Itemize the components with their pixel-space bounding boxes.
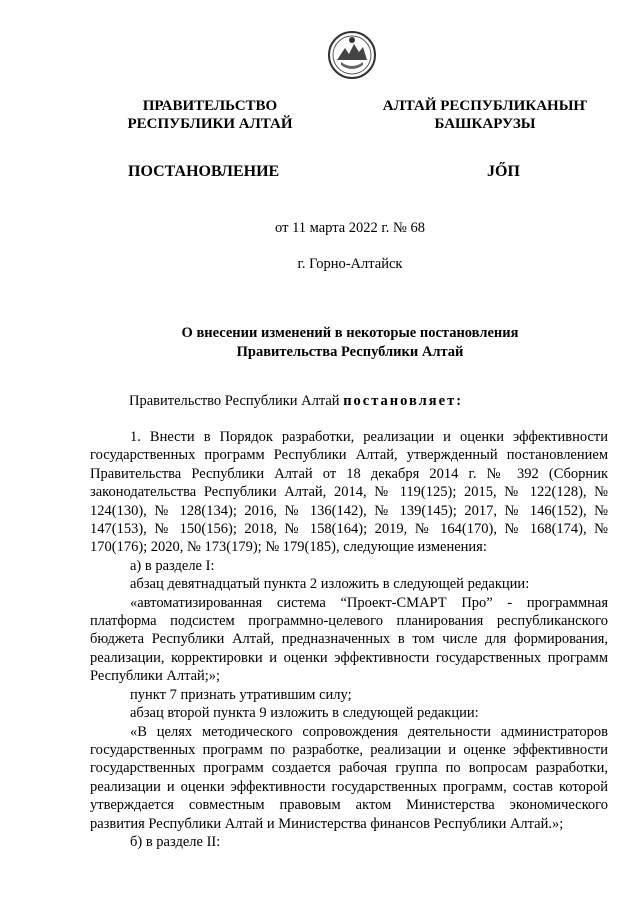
header-left-line2: РЕСПУБЛИКИ АЛТАЙ: [127, 116, 293, 132]
paragraph: абзац второй пункта 9 изложить в следующей редакции:: [130, 705, 479, 722]
header-right-line1: АЛТАЙ РЕСПУБЛИКАНЫҤ: [382, 98, 588, 114]
doc-type-right: JŐП: [487, 163, 520, 180]
paragraph: а) в разделе I:: [130, 557, 215, 574]
paragraph: «автоматизированная система “Проект-СМАРТ Про” - программная платформа подсистем программно-целевого планирования республиканского бюджета Республики Алтай, предназначенных в том числе для формирования, реализации, корректировки и оценки эффективности государственных программ Республики Алтай;»;: [90, 594, 608, 685]
doc-type-left: ПОСТАНОВЛЕНИЕ: [128, 163, 280, 180]
preamble-text: Правительство Республики Алтай: [129, 393, 344, 409]
preamble-verb: постановляет:: [343, 393, 464, 409]
document-title: [90, 324, 610, 362]
paragraph: «В целях методического сопровождения деятельности администраторов государственных программ по разработке, реализации и оценке эффективности государственных программ создается рабочая группа по вопросам разработки, реализации и оценки эффективности государственных программ, состав которой утверждается совместным правовым актом Министерства экономического развития Республики Алтай и Министерства финансов Республики Алтай.»;: [90, 723, 608, 832]
paragraph: б) в разделе II:: [130, 833, 221, 850]
coat-of-arms-icon: [327, 30, 377, 80]
header-right-line2: БАШКАРУЗЫ: [434, 116, 536, 132]
title-line2: Правительства Республики Алтай: [236, 344, 464, 360]
header-right: [380, 97, 590, 133]
paragraph: 1. Внести в Порядок разработки, реализации и оценки эффективности государственных программ Республики Алтай, утвержденный постановлением Правительства Республики Алтай от 18 декабря 2014 г. № 392 (Сборник законодательства Республики Алтай, 2014, № 119(125); 2015, № 122(128), № 124(130), № 128(134); 2016, № 136(142), № 139(145); 2017, № 146(152), № 147(153), № 150(156); 2018, № 158(164); 2019, № 164(170), № 168(174), № 170(176); 2020, № 173(179); № 179(185), следующие изменения:: [90, 429, 608, 556]
header-left-line1: ПРАВИТЕЛЬСТВО: [142, 98, 278, 114]
date-line: от 11 марта 2022 г. № 68: [275, 220, 425, 236]
paragraph: пункт 7 признать утратившим силу;: [130, 686, 352, 703]
header-left: [110, 97, 310, 133]
body-text: [90, 428, 608, 851]
city-line: г. Горно-Алтайск: [297, 256, 403, 272]
paragraph: абзац девятнадцатый пункта 2 изложить в следующей редакции:: [130, 576, 530, 593]
preamble: [129, 393, 463, 410]
title-line1: О внесении изменений в некоторые постановления: [181, 325, 519, 341]
